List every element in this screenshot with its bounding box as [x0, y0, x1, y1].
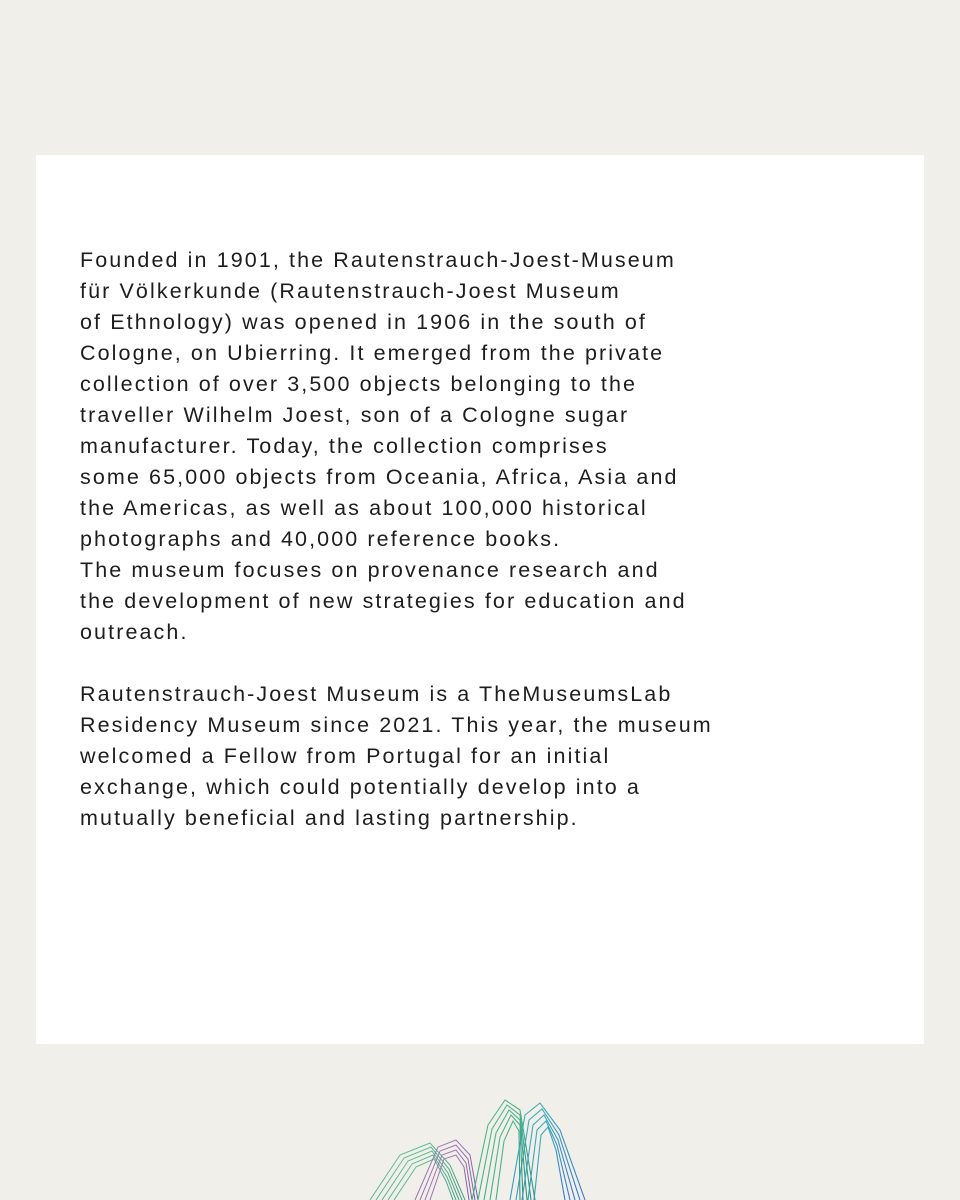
paragraph-2-line: exchange, which could potentially develop into a [80, 775, 641, 799]
paragraph-2-line: Rautenstrauch-Joest Museum is a TheMuseumsLab [80, 682, 673, 706]
content-card [36, 155, 924, 1044]
paragraph-1-line: outreach. [80, 620, 189, 644]
paragraph-1-line: The museum focuses on provenance research and [80, 558, 660, 582]
paragraph-1-line: Founded in 1901, the Rautenstrauch-Joest-Museum [80, 248, 676, 272]
paragraph-1-line: photographs and 40,000 reference books. [80, 527, 562, 551]
paragraph-1-line: collection of over 3,500 objects belonging to the [80, 372, 638, 396]
wireframe-mountain-logo-icon [360, 1085, 620, 1200]
paragraph-1-line: für Völkerkunde (Rautenstrauch-Joest Museum [80, 279, 621, 303]
paragraph-2-line: mutually beneficial and lasting partnership. [80, 806, 579, 830]
body-text [80, 245, 900, 834]
paragraph-gap [80, 648, 900, 679]
paragraph-1-line: Cologne, on Ubierring. It emerged from the private [80, 341, 665, 365]
paragraph-1-line: the Americas, as well as about 100,000 historical [80, 496, 648, 520]
paragraph-1-line: the development of new strategies for education and [80, 589, 687, 613]
paragraph-1-line: of Ethnology) was opened in 1906 in the south of [80, 310, 647, 334]
paragraph-1-line: some 65,000 objects from Oceania, Africa, Asia and [80, 465, 679, 489]
purple-peak-strokes [415, 1140, 478, 1200]
paragraph-1-line: manufacturer. Today, the collection comprises [80, 434, 609, 458]
paragraph-2-line: welcomed a Fellow from Portugal for an initial [80, 744, 611, 768]
paragraph-2-line: Residency Museum since 2021. This year, the museum [80, 713, 713, 737]
paragraph-1-line: traveller Wilhelm Joest, son of a Cologne sugar [80, 403, 630, 427]
